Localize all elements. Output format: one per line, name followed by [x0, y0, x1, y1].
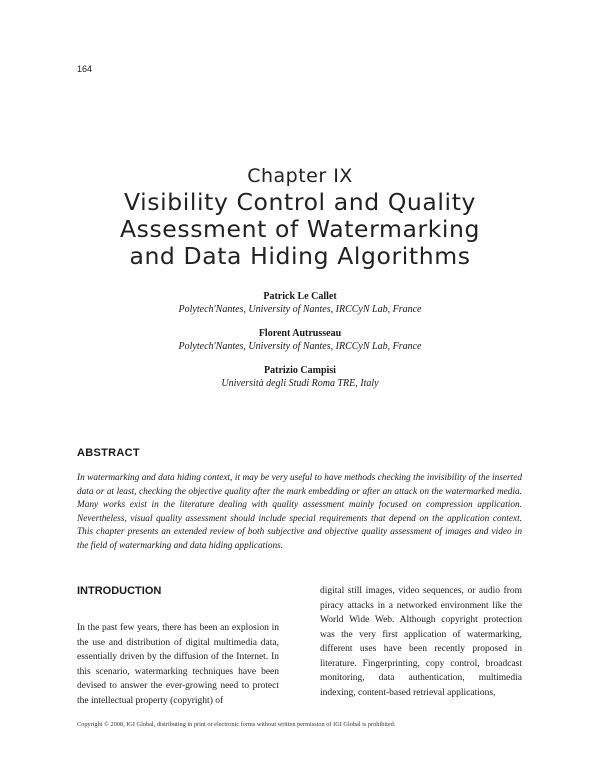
author-affiliation: Polytech'Nantes, University of Nantes, IRCCyN Lab, France	[178, 304, 422, 315]
author-name: Patrizio Campisi	[264, 365, 336, 376]
introduction-paragraph-left: In the past few years, there has been an explosion in the use and distribution of digital multimedia data, essentially driven by the diffusion of the Internet. In this scenario, watermarking techniques have been devised to answer the ever-growing need to protect the intellectual property (copyright) of	[77, 623, 279, 706]
author-affiliation: Università degli Studi Roma TRE, Italy	[221, 378, 379, 389]
left-column	[77, 582, 279, 708]
author-name: Patrick Le Callet	[263, 291, 337, 302]
chapter-title	[0, 189, 600, 270]
chapter-label: Chapter IX	[247, 165, 353, 187]
author-entry	[0, 327, 600, 353]
page-number: 164	[77, 64, 93, 74]
author-name: Florent Autrusseau	[258, 328, 342, 339]
chapter-title-line: and Data Hiding Algorithms	[129, 242, 471, 270]
chapter-title-line: Assessment of Watermarking	[119, 215, 481, 243]
copyright-notice: Copyright © 2008, IGI Global, distributing in print or electronic forms without written permission of IGI Global is prohibited.	[77, 721, 396, 728]
abstract-heading: ABSTRACT	[77, 447, 140, 459]
chapter-title-line: Visibility Control and Quality	[123, 188, 477, 216]
chapter-header	[0, 165, 600, 270]
introduction-heading: INTRODUCTION	[77, 585, 162, 597]
author-affiliation: Polytech'Nantes, University of Nantes, IRCCyN Lab, France	[178, 341, 422, 352]
introduction-paragraph-right: digital still images, video sequences, or audio from piracy attacks in a networked environment like the World Wide Web. Although copyright protection was the very first application of watermarking, different uses have been recently proposed in literature. Fingerprinting, copy control, broadcast monitoring, data authentication, multimedia indexing, content-based retrieval applications,	[320, 586, 522, 698]
author-entry	[0, 364, 600, 390]
abstract-text: In watermarking and data hiding context, it may be very useful to have methods checking the invisibility of the inserted data or at least, checking the objective quality after the mark embedding or after an attack on the watermarked media. Many works exist in the literature dealing with quality assessment mainly focused on compression application. Nevertheless, visual quality assessment should include special requirements that depend on the application context. This chapter presents an extended review of both subjective and objective quality assessment of images and video in the field of watermarking and data hiding applications.	[77, 473, 522, 551]
author-entry	[0, 290, 600, 316]
right-column	[320, 582, 522, 700]
author-list	[0, 290, 600, 401]
